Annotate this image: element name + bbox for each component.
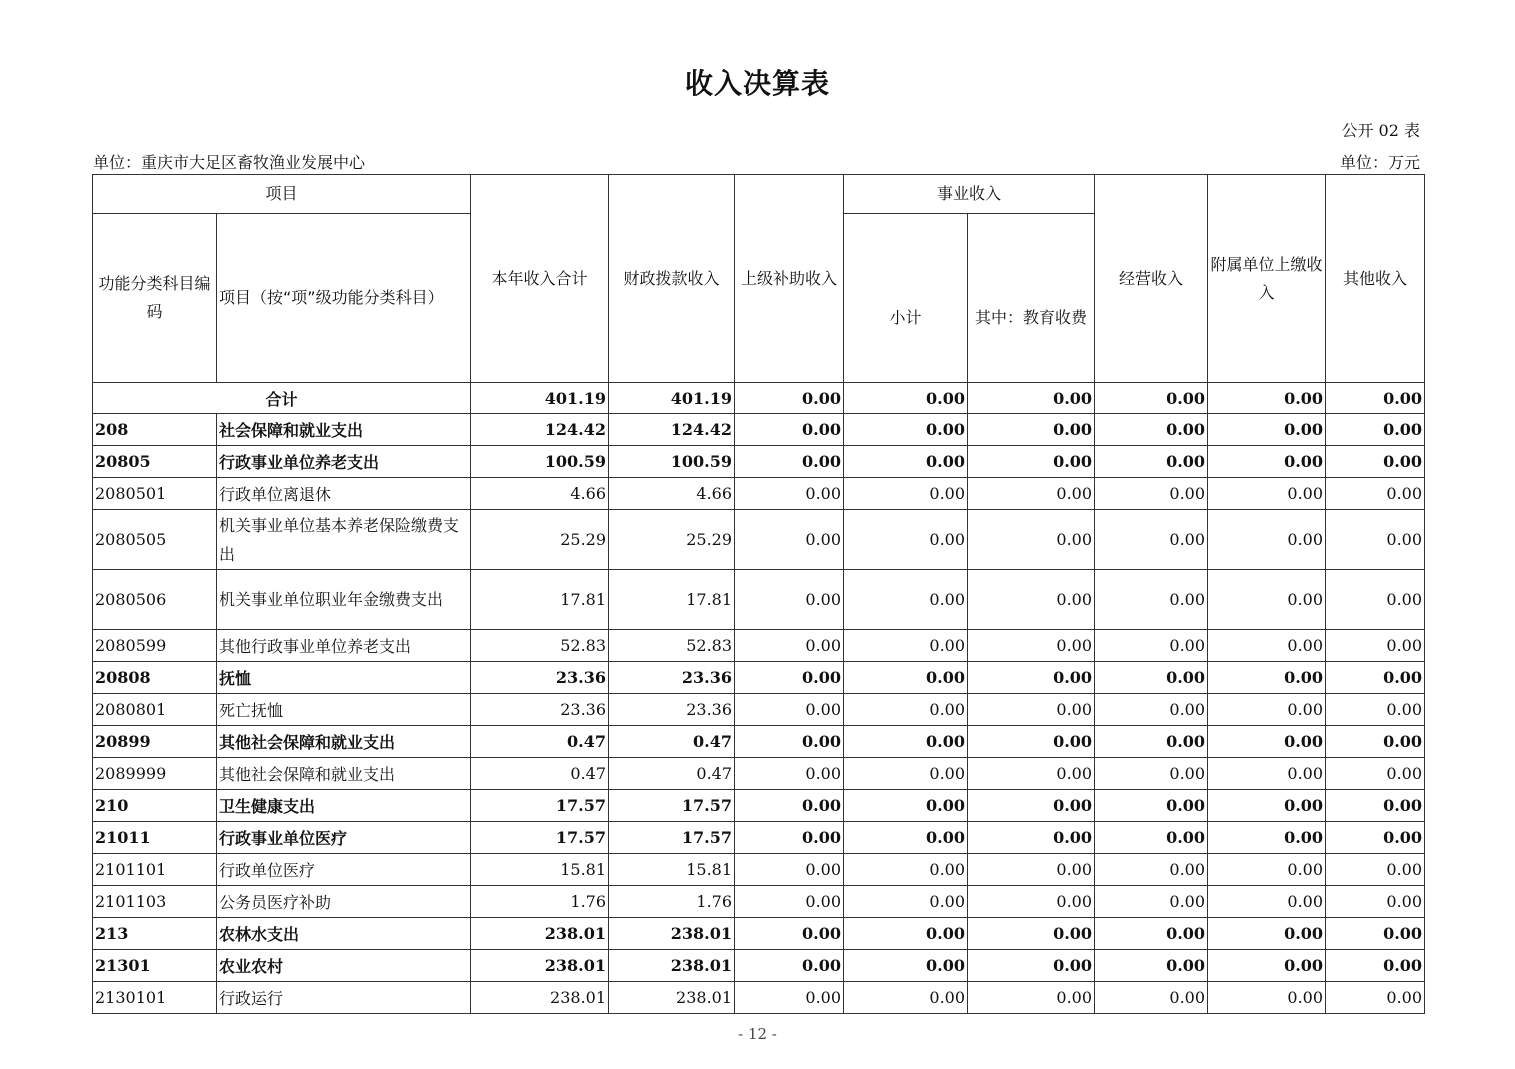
- row-value: 23.36: [609, 662, 735, 694]
- header-subtotal: 小计: [844, 214, 968, 383]
- row-value: 0.00: [1326, 414, 1425, 446]
- row-value: 0.00: [1095, 726, 1208, 758]
- row-value: 238.01: [471, 950, 609, 982]
- row-code: 2080505: [93, 510, 217, 570]
- row-value: 0.47: [471, 726, 609, 758]
- row-name: 行政运行: [217, 982, 471, 1014]
- row-value: 0.00: [735, 510, 844, 570]
- row-name: 社会保障和就业支出: [217, 414, 471, 446]
- row-value: 0.00: [1326, 662, 1425, 694]
- row-code: 20808: [93, 662, 217, 694]
- table-row: [93, 630, 1425, 662]
- row-value: 0.00: [1208, 886, 1326, 918]
- row-value: 1.76: [609, 886, 735, 918]
- row-value: 0.00: [968, 414, 1095, 446]
- row-value: 0.47: [609, 726, 735, 758]
- row-value: 0.00: [844, 822, 968, 854]
- row-value: 0.00: [1208, 662, 1326, 694]
- row-value: 0.00: [968, 790, 1095, 822]
- table-row: [93, 478, 1425, 510]
- row-value: 0.00: [1326, 570, 1425, 630]
- row-value: 0.00: [735, 918, 844, 950]
- table-row: [93, 414, 1425, 446]
- row-value: 0.00: [968, 886, 1095, 918]
- table-row: [93, 694, 1425, 726]
- row-value: 0.00: [1208, 510, 1326, 570]
- row-value: 23.36: [471, 662, 609, 694]
- total-cell: 0.00: [1095, 383, 1208, 414]
- row-value: 0.00: [1208, 918, 1326, 950]
- row-value: 0.00: [735, 446, 844, 478]
- row-value: 0.00: [735, 726, 844, 758]
- row-value: 0.00: [844, 478, 968, 510]
- total-cell: 0.00: [1326, 383, 1425, 414]
- row-value: 0.00: [735, 662, 844, 694]
- row-value: 0.00: [844, 414, 968, 446]
- row-value: 15.81: [609, 854, 735, 886]
- row-name: 死亡抚恤: [217, 694, 471, 726]
- table-row: [93, 726, 1425, 758]
- row-name: 公务员医疗补助: [217, 886, 471, 918]
- table-row: [93, 886, 1425, 918]
- row-code: 2101101: [93, 854, 217, 886]
- row-value: 0.00: [1095, 662, 1208, 694]
- row-value: 0.00: [735, 950, 844, 982]
- row-value: 0.00: [968, 510, 1095, 570]
- row-value: 0.00: [1326, 918, 1425, 950]
- row-value: 0.00: [844, 694, 968, 726]
- row-value: 100.59: [471, 446, 609, 478]
- table-row: [93, 918, 1425, 950]
- row-value: 0.00: [968, 570, 1095, 630]
- total-cell: 401.19: [609, 383, 735, 414]
- row-code: 208: [93, 414, 217, 446]
- row-value: 0.00: [735, 414, 844, 446]
- row-value: 0.00: [735, 630, 844, 662]
- table-row: [93, 950, 1425, 982]
- row-code: 2080801: [93, 694, 217, 726]
- row-value: 0.00: [1095, 950, 1208, 982]
- row-value: 0.00: [844, 790, 968, 822]
- row-name: 农林水支出: [217, 918, 471, 950]
- row-value: 0.00: [1326, 982, 1425, 1014]
- row-value: 0.00: [844, 758, 968, 790]
- row-value: 0.00: [1326, 854, 1425, 886]
- row-code: 2089999: [93, 758, 217, 790]
- row-code: 2080506: [93, 570, 217, 630]
- row-value: 0.00: [1208, 414, 1326, 446]
- row-value: 0.00: [1326, 478, 1425, 510]
- row-code: 210: [93, 790, 217, 822]
- row-value: 0.00: [1095, 918, 1208, 950]
- total-cell: 0.00: [968, 383, 1095, 414]
- row-value: 0.00: [1208, 694, 1326, 726]
- row-value: 0.00: [1208, 630, 1326, 662]
- row-value: 0.00: [1095, 510, 1208, 570]
- row-value: 0.00: [1208, 570, 1326, 630]
- row-value: 23.36: [609, 694, 735, 726]
- header-total-income: 本年收入合计: [471, 175, 609, 383]
- row-value: 0.00: [1095, 886, 1208, 918]
- row-value: 0.00: [968, 758, 1095, 790]
- total-cell: 0.00: [844, 383, 968, 414]
- total-label: 合计: [93, 383, 471, 414]
- row-value: 0.00: [844, 662, 968, 694]
- row-value: 0.00: [1095, 790, 1208, 822]
- header-superior-subsidy: 上级补助收入: [735, 175, 844, 383]
- row-value: 17.57: [609, 822, 735, 854]
- row-code: 213: [93, 918, 217, 950]
- table-row: [93, 570, 1425, 630]
- row-name: 卫生健康支出: [217, 790, 471, 822]
- table-row: [93, 662, 1425, 694]
- row-value: 15.81: [471, 854, 609, 886]
- row-value: 0.00: [1208, 726, 1326, 758]
- row-value: 0.00: [1208, 982, 1326, 1014]
- total-cell: 401.19: [471, 383, 609, 414]
- row-value: 0.00: [1208, 822, 1326, 854]
- row-value: 0.00: [968, 854, 1095, 886]
- row-value: 0.00: [844, 886, 968, 918]
- header-other-income: 其他收入: [1326, 175, 1425, 383]
- row-value: 1.76: [471, 886, 609, 918]
- row-value: 0.00: [844, 950, 968, 982]
- row-value: 0.00: [1095, 478, 1208, 510]
- row-value: 0.00: [1326, 822, 1425, 854]
- row-value: 0.47: [471, 758, 609, 790]
- row-value: 0.00: [735, 790, 844, 822]
- header-function-name: 项目（按“项”级功能分类科目）: [217, 214, 471, 383]
- row-name: 行政事业单位养老支出: [217, 446, 471, 478]
- total-cell: 0.00: [735, 383, 844, 414]
- row-value: 0.00: [1326, 630, 1425, 662]
- table-row: [93, 446, 1425, 478]
- table-row: [93, 510, 1425, 570]
- row-name: 抚恤: [217, 662, 471, 694]
- form-number: 公开 02 表: [1341, 121, 1420, 140]
- total-cell: 0.00: [1208, 383, 1326, 414]
- row-value: 0.00: [735, 854, 844, 886]
- row-name: 行政单位医疗: [217, 854, 471, 886]
- table-row: [93, 982, 1425, 1014]
- table-row: [93, 822, 1425, 854]
- header-operating-income: 经营收入: [1095, 175, 1208, 383]
- currency-unit: 单位：万元: [1339, 153, 1420, 172]
- header-project: 项目: [93, 175, 471, 214]
- row-value: 0.00: [844, 446, 968, 478]
- row-value: 0.00: [844, 918, 968, 950]
- table-row: [93, 758, 1425, 790]
- row-value: 17.57: [471, 822, 609, 854]
- row-value: 0.00: [735, 570, 844, 630]
- row-value: 4.66: [471, 478, 609, 510]
- row-value: 0.00: [1326, 726, 1425, 758]
- row-code: 2101103: [93, 886, 217, 918]
- row-value: 0.00: [844, 726, 968, 758]
- header-function-code: 功能分类科目编码: [93, 214, 217, 383]
- row-value: 0.00: [968, 822, 1095, 854]
- row-value: 0.00: [1095, 854, 1208, 886]
- row-value: 0.00: [968, 630, 1095, 662]
- row-value: 238.01: [609, 918, 735, 950]
- row-value: 0.00: [1095, 758, 1208, 790]
- row-code: 2080599: [93, 630, 217, 662]
- header-education-fee: 其中：教育收费: [968, 214, 1095, 383]
- row-value: 0.00: [1095, 414, 1208, 446]
- row-value: 0.00: [1095, 446, 1208, 478]
- income-statement-table: [92, 174, 1425, 1014]
- row-code: 21011: [93, 822, 217, 854]
- row-value: 0.00: [968, 950, 1095, 982]
- row-code: 2130101: [93, 982, 217, 1014]
- row-code: 2080501: [93, 478, 217, 510]
- row-code: 20805: [93, 446, 217, 478]
- row-value: 0.00: [968, 918, 1095, 950]
- row-value: 0.00: [1208, 446, 1326, 478]
- row-name: 其他行政事业单位养老支出: [217, 630, 471, 662]
- row-name: 行政单位离退休: [217, 478, 471, 510]
- row-value: 0.00: [1326, 950, 1425, 982]
- row-value: 0.00: [735, 982, 844, 1014]
- row-name: 农业农村: [217, 950, 471, 982]
- header-fiscal-allocation: 财政拨款收入: [609, 175, 735, 383]
- row-value: 0.00: [1326, 790, 1425, 822]
- row-name: 机关事业单位基本养老保险缴费支出: [217, 510, 471, 570]
- row-value: 0.00: [1326, 446, 1425, 478]
- page-number: - 12 -: [738, 1025, 777, 1043]
- row-value: 0.00: [1095, 630, 1208, 662]
- row-value: 0.00: [1208, 758, 1326, 790]
- row-value: 0.47: [609, 758, 735, 790]
- row-value: 0.00: [735, 758, 844, 790]
- row-value: 0.00: [735, 822, 844, 854]
- row-value: 0.00: [968, 478, 1095, 510]
- row-value: 0.00: [968, 662, 1095, 694]
- header-affiliated-income: 附属单位上缴收入: [1208, 175, 1326, 383]
- row-value: 0.00: [844, 854, 968, 886]
- row-value: 0.00: [1208, 790, 1326, 822]
- row-value: 0.00: [1095, 570, 1208, 630]
- row-value: 52.83: [471, 630, 609, 662]
- row-value: 25.29: [471, 510, 609, 570]
- row-code: 21301: [93, 950, 217, 982]
- row-value: 0.00: [1095, 822, 1208, 854]
- row-value: 0.00: [1208, 950, 1326, 982]
- row-value: 124.42: [471, 414, 609, 446]
- row-value: 238.01: [471, 982, 609, 1014]
- row-value: 0.00: [844, 982, 968, 1014]
- row-value: 0.00: [1326, 758, 1425, 790]
- row-value: 25.29: [609, 510, 735, 570]
- row-value: 238.01: [609, 982, 735, 1014]
- row-value: 0.00: [1326, 886, 1425, 918]
- row-value: 0.00: [1208, 478, 1326, 510]
- row-name: 其他社会保障和就业支出: [217, 726, 471, 758]
- row-value: 17.81: [471, 570, 609, 630]
- row-value: 0.00: [844, 630, 968, 662]
- row-value: 0.00: [1326, 694, 1425, 726]
- row-value: 0.00: [968, 694, 1095, 726]
- row-value: 17.57: [471, 790, 609, 822]
- row-value: 0.00: [1326, 510, 1425, 570]
- row-value: 124.42: [609, 414, 735, 446]
- table-row: [93, 790, 1425, 822]
- row-value: 0.00: [968, 982, 1095, 1014]
- row-code: 20899: [93, 726, 217, 758]
- row-name: 其他社会保障和就业支出: [217, 758, 471, 790]
- row-value: 0.00: [968, 726, 1095, 758]
- row-value: 0.00: [1208, 854, 1326, 886]
- row-value: 23.36: [471, 694, 609, 726]
- row-value: 17.57: [609, 790, 735, 822]
- total-row: [93, 383, 1425, 414]
- row-value: 0.00: [735, 478, 844, 510]
- row-value: 100.59: [609, 446, 735, 478]
- row-value: 0.00: [968, 446, 1095, 478]
- row-name: 行政事业单位医疗: [217, 822, 471, 854]
- row-value: 0.00: [1095, 694, 1208, 726]
- row-value: 0.00: [844, 570, 968, 630]
- row-value: 0.00: [844, 510, 968, 570]
- reporting-unit: 单位：重庆市大足区畜牧渔业发展中心: [93, 153, 366, 172]
- header-business-income: 事业收入: [844, 175, 1095, 214]
- row-value: 238.01: [609, 950, 735, 982]
- page-title: 收入决算表: [684, 67, 830, 100]
- row-value: 52.83: [609, 630, 735, 662]
- row-value: 17.81: [609, 570, 735, 630]
- table-row: [93, 854, 1425, 886]
- row-value: 238.01: [471, 918, 609, 950]
- row-value: 4.66: [609, 478, 735, 510]
- row-name: 机关事业单位职业年金缴费支出: [217, 570, 471, 630]
- row-value: 0.00: [1095, 982, 1208, 1014]
- row-value: 0.00: [735, 694, 844, 726]
- row-value: 0.00: [735, 886, 844, 918]
